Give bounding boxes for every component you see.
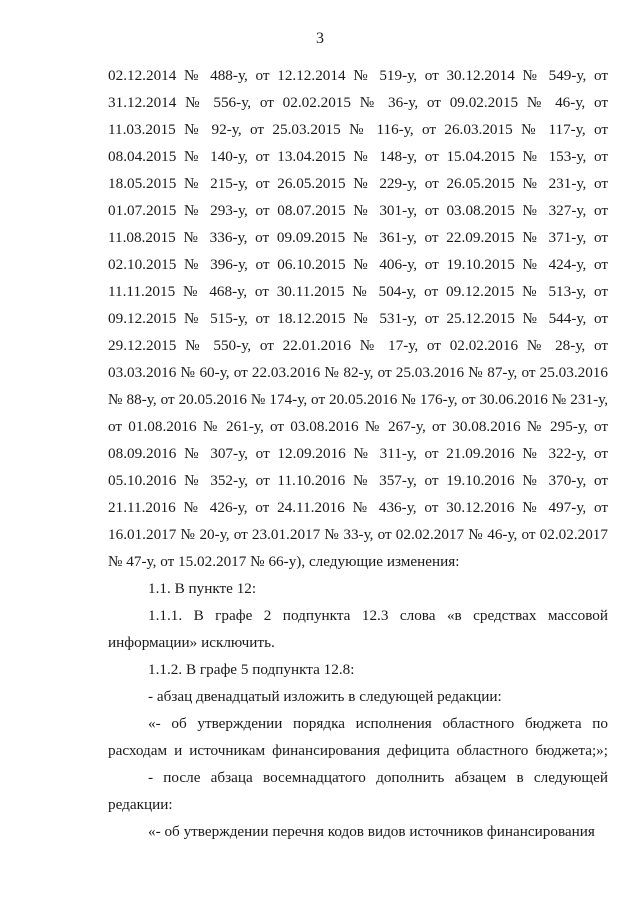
text-line: 18.05.2015 № 215-у, от 26.05.2015 № 229-у, от 26.05.2015 № 231-у, от [108,175,608,192]
text-line: 1.1. В пункте 12: [148,580,257,597]
text-line: «- об утверждении порядка исполнения областного бюджета по [148,715,608,732]
text-line: 29.12.2015 № 550-у, от 22.01.2016 № 17-у, от 02.02.2016 № 28-у, от [108,337,608,354]
text-line: № 47-у, от 15.02.2017 № 66-у), следующие изменения: [108,553,460,570]
text-line: 02.10.2015 № 396-у, от 06.10.2015 № 406-у, от 19.10.2015 № 424-у, от [108,256,608,273]
text-line: 08.09.2016 № 307-у, от 12.09.2016 № 311-у, от 21.09.2016 № 322-у, от [108,445,608,462]
text-line: 02.12.2014 № 488-у, от 12.12.2014 № 519-у, от 30.12.2014 № 549-у, от [108,67,608,84]
text-line: - после абзаца восемнадцатого дополнить абзацем в следующей [148,769,608,786]
text-line: 11.11.2015 № 468-у, от 30.11.2015 № 504-у, от 09.12.2015 № 513-у, от [108,283,608,300]
text-line: 09.12.2015 № 515-у, от 18.12.2015 № 531-у, от 25.12.2015 № 544-у, от [108,310,608,327]
text-line: 31.12.2014 № 556-у, от 02.02.2015 № 36-у, от 09.02.2015 № 46-у, от [108,94,608,111]
text-line: 1.1.1. В графе 2 подпункта 12.3 слова «в средствах массовой [148,607,608,624]
text-line: 08.04.2015 № 140-у, от 13.04.2015 № 148-у, от 15.04.2015 № 153-у, от [108,148,608,165]
text-line: 16.01.2017 № 20-у, от 23.01.2017 № 33-у, от 02.02.2017 № 46-у, от 02.02.2017 [108,526,608,543]
text-line: 01.07.2015 № 293-у, от 08.07.2015 № 301-у, от 03.08.2015 № 327-у, от [108,202,608,219]
text-line: 11.08.2015 № 336-у, от 09.09.2015 № 361-у, от 22.09.2015 № 371-у, от [108,229,608,246]
text-line: 1.1.2. В графе 5 подпункта 12.8: [148,661,355,678]
text-line: 05.10.2016 № 352-у, от 11.10.2016 № 357-у, от 19.10.2016 № 370-у, от [108,472,608,489]
text-line: 03.03.2016 № 60-у, от 22.03.2016 № 82-у, от 25.03.2016 № 87-у, от 25.03.2016 [108,364,608,381]
document-body [108,62,608,845]
text-line: 11.03.2015 № 92-у, от 25.03.2015 № 116-у, от 26.03.2015 № 117-у, от [108,121,608,138]
text-line: редакции: [108,796,173,813]
text-line: № 88-у, от 20.05.2016 № 174-у, от 20.05.2016 № 176-у, от 30.06.2016 № 231-у, [108,391,608,408]
text-line: «- об утверждении перечня кодов видов источников финансирования [148,823,595,840]
text-line: 21.11.2016 № 426-у, от 24.11.2016 № 436-у, от 30.12.2016 № 497-у, от [108,499,608,516]
text-line: от 01.08.2016 № 261-у, от 03.08.2016 № 267-у, от 30.08.2016 № 295-у, от [108,418,608,435]
text-line: расходам и источникам финансирования дефицита областного бюджета;»; [108,742,608,759]
text-line: - абзац двенадцатый изложить в следующей редакции: [148,688,502,705]
text-line: информации» исключить. [108,634,275,651]
page-number: 3 [316,30,324,47]
